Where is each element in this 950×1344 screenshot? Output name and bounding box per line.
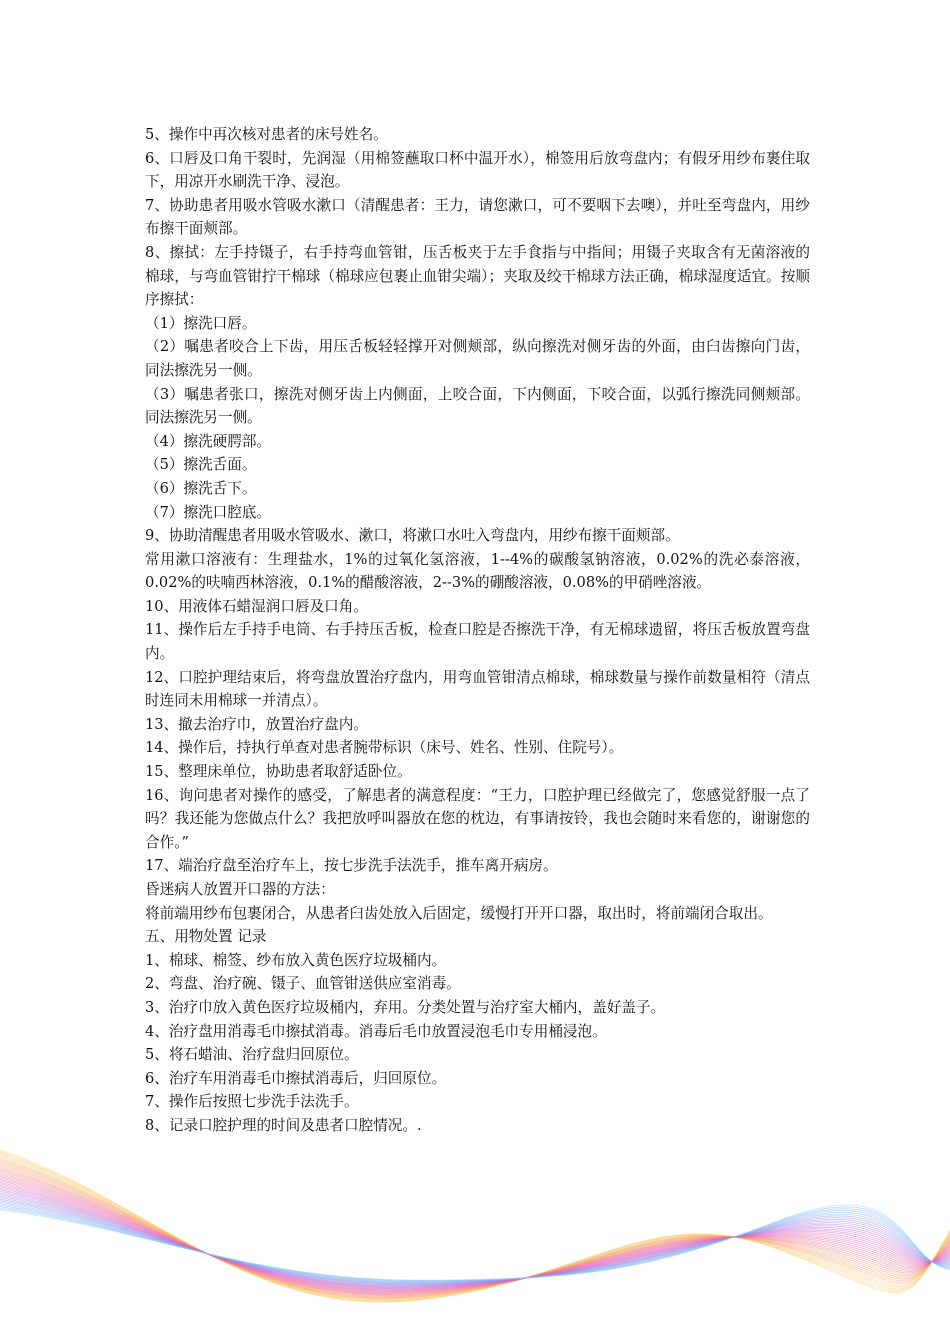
wave-line xyxy=(0,1167,950,1296)
wave-line xyxy=(0,1176,950,1292)
paragraph: 11、操作后左手持手电筒、右手持压舌板，检查口腔是否擦洗干净，有无棉球遗留，将压舌板放置弯盘内。 xyxy=(145,621,810,663)
wave-line xyxy=(0,1205,950,1280)
wave-line xyxy=(0,1178,950,1292)
wave-line xyxy=(0,1172,950,1294)
wave-line xyxy=(0,1202,950,1282)
paragraph: （5）擦洗舌面。 xyxy=(145,456,257,474)
wave-line xyxy=(0,1190,950,1287)
paragraph: 4、治疗盘用消毒毛巾擦拭消毒。消毒后毛巾放置浸泡毛巾专用桶浸泡。 xyxy=(145,1022,607,1040)
wave-line xyxy=(0,1205,950,1281)
wave-line xyxy=(0,1204,950,1282)
paragraph: 五、用物处置 记录 xyxy=(145,928,267,946)
paragraph: 17、端治疗盘至治疗车上，按七步洗手法洗手，推车离开病房。 xyxy=(145,857,558,875)
wave-line xyxy=(0,1161,950,1298)
wave-line xyxy=(0,1185,950,1288)
paragraph: （3）嘱患者张口，擦洗对侧牙齿上内侧面，上咬合面，下内侧面，下咬合面，以弧行擦洗同侧颊部。同法擦洗另一侧。 xyxy=(145,385,810,427)
paragraph: 8、记录口腔护理的时间及患者口腔情况。. xyxy=(145,1116,422,1134)
paragraph: 10、用液体石蜡湿润口唇及口角。 xyxy=(145,597,368,615)
wave-line xyxy=(0,1158,950,1300)
paragraph: 6、治疗车用消毒毛巾擦拭消毒后，归回原位。 xyxy=(145,1069,447,1087)
wave-line xyxy=(0,1199,950,1284)
wave-line xyxy=(0,1195,950,1286)
wave-line xyxy=(0,1184,950,1290)
wave-line xyxy=(0,1165,950,1296)
paragraph: 3、治疗巾放入黄色医疗垃圾桶内，弃用。分类处置与治疗室大桶内，盖好盖子。 xyxy=(145,998,666,1016)
wave-line xyxy=(0,1173,950,1293)
wave-line xyxy=(0,1153,950,1301)
wave-line xyxy=(0,1198,950,1285)
paragraph: 7、协助患者用吸水管吸水漱口（清醒患者：王力，请您漱口，可不要咽下去噢），并吐至弯盘内，用纱布擦干面颊部。 xyxy=(145,196,810,238)
wave-line xyxy=(0,1192,950,1287)
paragraph: 14、操作后，持执行单查对患者腕带标识（床号、姓名、性别、住院号）。 xyxy=(145,739,624,757)
paragraph: 将前端用纱布包裹闭合，从患者臼齿处放入后固定，缓慢打开开口器，取出时，将前端闭合取出。 xyxy=(145,904,773,922)
paragraph: 5、操作中再次核对患者的床号姓名。 xyxy=(145,126,388,143)
paragraph: 15、整理床单位，协助患者取舒适卧位。 xyxy=(145,763,412,781)
paragraph: 7、操作后按照七步洗手法洗手。 xyxy=(145,1093,359,1111)
paragraph: 昏迷病人放置开口器的方法： xyxy=(145,881,335,898)
paragraph: （6）擦洗舌下。 xyxy=(145,479,257,497)
paragraph: 2、弯盘、治疗碗、镊子、血管钳送供应室消毒。 xyxy=(145,975,461,993)
paragraph: 5、将石蜡油、治疗盘归回原位。 xyxy=(145,1046,359,1064)
paragraph: 6、口唇及口角干裂时，先润湿（用棉签蘸取口杯中温开水），棉签用后放弯盘内；有假牙用纱布裹住取下，用凉开水刷洗干净、浸泡。 xyxy=(145,149,810,191)
paragraph: 1、棉球、棉签、纱布放入黄色医疗垃圾桶内。 xyxy=(145,951,447,969)
wave-line xyxy=(0,1179,950,1291)
paragraph: 16、询问患者对操作的感受，了解患者的满意程度：“王力，口腔护理已经做完了，您感觉舒服一点了吗？我还能为您做点什么？我把放呼叫器放在您的枕边，有事请按铃，我也会随时来看您的，谢谢您的合作。” xyxy=(145,786,810,851)
wave-line xyxy=(0,1155,950,1301)
wave-line xyxy=(0,1152,950,1302)
paragraph: （7）擦洗口腔底。 xyxy=(145,503,272,521)
wave-line xyxy=(0,1168,950,1295)
wave-line xyxy=(0,1164,950,1297)
wave-line xyxy=(0,1150,950,1302)
wave-line xyxy=(0,1193,950,1286)
wave-line xyxy=(0,1175,950,1293)
wave-line xyxy=(0,1187,950,1288)
wave-line xyxy=(0,1156,950,1300)
document-body xyxy=(145,123,810,1138)
wave-line xyxy=(0,1201,950,1283)
wave-line xyxy=(0,1196,950,1285)
wave-line xyxy=(0,1188,950,1287)
paragraph: 9、协助清醒患者用吸水管吸水、漱口，将漱口水吐入弯盘内，用纱布擦干面颊部。 xyxy=(145,527,680,545)
wave-line xyxy=(0,1181,950,1291)
wave-line xyxy=(0,1159,950,1298)
paragraph: （2）嘱患者咬合上下齿，用压舌板轻轻撑开对侧颊部，纵向擦洗对侧牙齿的外面，由臼齿擦向门齿，同法擦洗另一侧。 xyxy=(145,338,810,379)
wave-line xyxy=(0,1182,950,1290)
paragraph: 13、撤去治疗巾，放置治疗盘内。 xyxy=(145,715,368,733)
paragraph: （1）擦洗口唇。 xyxy=(145,314,257,332)
paragraph: 12、口腔护理结束后，将弯盘放置治疗盘内，用弯血管钳清点棉球，棉球数量与操作前数量相符（清点时连同未用棉球一并清点）。 xyxy=(145,668,810,710)
wave-line xyxy=(0,1207,950,1281)
paragraph: 常用漱口溶液有：生理盐水，1%的过氧化氢溶液，1--4%的碳酸氢钠溶液，0.02%的洗必泰溶液， 0.02%的呋喃西林溶液，0.1%的醋酸溶液，2--3%的硼酸溶液，0.08%的甲硝唑溶液。 xyxy=(145,550,810,592)
paragraph: （4）擦洗硬腭部。 xyxy=(145,432,272,450)
wave-line xyxy=(0,1207,950,1281)
wave-line xyxy=(0,1170,950,1295)
paragraph: 8、擦拭：左手持镊子，右手持弯血管钳，压舌板夹于左手食指与中指间；用镊子夹取含有无菌溶液的棉球，与弯血管钳拧干棉球（棉球应包裹止血钳尖端）；夹取及绞干棉球方法正确，棉球湿度适宜。按顺序擦拭： xyxy=(145,243,810,309)
wave-line xyxy=(0,1162,950,1297)
